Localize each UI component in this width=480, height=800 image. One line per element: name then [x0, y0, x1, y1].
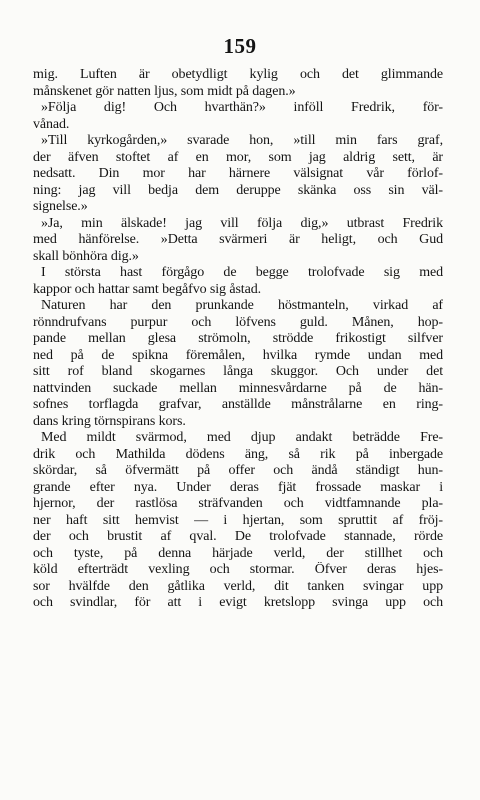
- text-line: nedsatt. Din mor har härnere välsignat vår förlof-: [33, 166, 443, 181]
- text-line: kappor och hattar samt begåfvo sig åstad.: [33, 281, 261, 297]
- text-line: I största hast förgågo de begge trolofvade sig med: [41, 265, 443, 280]
- text-line: skördar, så öfvermätt på offer och ändå ständigt hun-: [33, 463, 443, 478]
- text-line: ner haft sitt hemvist — i hjertan, som spruttit af fröj-: [33, 512, 443, 528]
- text-line: drik och Mathilda dödens äng, så rik på inbergade: [33, 446, 443, 462]
- body-text: [33, 67, 443, 612]
- text-line: sitt rof bland skogarnes långa skuggor. Och under det: [33, 364, 443, 379]
- text-line: der äfven stoftet af en mor, som jag aldrig sett, är: [33, 149, 443, 165]
- text-line: dans kring törnspirans kors.: [33, 413, 186, 429]
- text-line: ned på de spikna föremålen, hvilka rymde undan med: [33, 347, 443, 363]
- text-line: och svindlar, för att i evigt kretslopp svinga upp och: [33, 595, 443, 610]
- text-line: Med mildt svärmod, med djup andakt beträdde Fre-: [41, 430, 443, 445]
- text-line: hjernor, der rastlösa sträfvanden och vidtfamnande pla-: [33, 496, 443, 511]
- text-line: der och brustit af qval. De trolofvade stannade, rörde: [33, 529, 443, 544]
- text-line: skall bönhöra dig.»: [33, 248, 139, 264]
- text-line: Naturen har den prunkande höstmanteln, virkad af: [41, 298, 443, 313]
- text-line: med hänförelse. »Detta svärmeri är heligt, och Gud: [33, 232, 443, 247]
- text-line: »Till kyrkogården,» svarade hon, »till min fars graf,: [41, 133, 443, 148]
- text-line: grande efter nya. Under deras fjät frossade maskar i: [33, 479, 443, 495]
- text-line: sofnes torflagda grafvar, anställde månstrålarne en ring-: [33, 397, 443, 412]
- text-line: och tyste, på denna härjade verld, der stillhet och: [33, 545, 443, 561]
- text-line: ning: jag vill bedja dem deruppe skänka oss sin väl-: [33, 182, 443, 198]
- text-line: sor hvälfde den gåtlika verld, dit tanken svingar upp: [33, 578, 443, 594]
- text-line: »Följa dig! Och hvarthän?» inföll Fredrik, för-: [41, 100, 443, 115]
- text-line: »Ja, min älskade! jag vill följa dig,» utbrast Fredrik: [41, 215, 443, 231]
- text-line: vånad.: [33, 116, 70, 132]
- text-line: pande mellan glesa strömoln, strödde frikostigt silfver: [33, 331, 443, 346]
- page-number: 159: [223, 34, 257, 58]
- text-line: rönndrufvans purpur och löfvens guld. Månen, hop-: [33, 314, 443, 330]
- text-line: månskenet gör natten ljus, som midt på dagen.»: [33, 83, 296, 99]
- text-line: signelse.»: [33, 199, 88, 214]
- text-line: köld efterträdt vexling och stormar. Öfver deras hjes-: [33, 562, 443, 577]
- text-line: mig. Luften är obetydligt kylig och det glimmande: [33, 67, 443, 82]
- text-line: nattvinden suckade mellan minnesvårdarne på de hän-: [33, 380, 443, 396]
